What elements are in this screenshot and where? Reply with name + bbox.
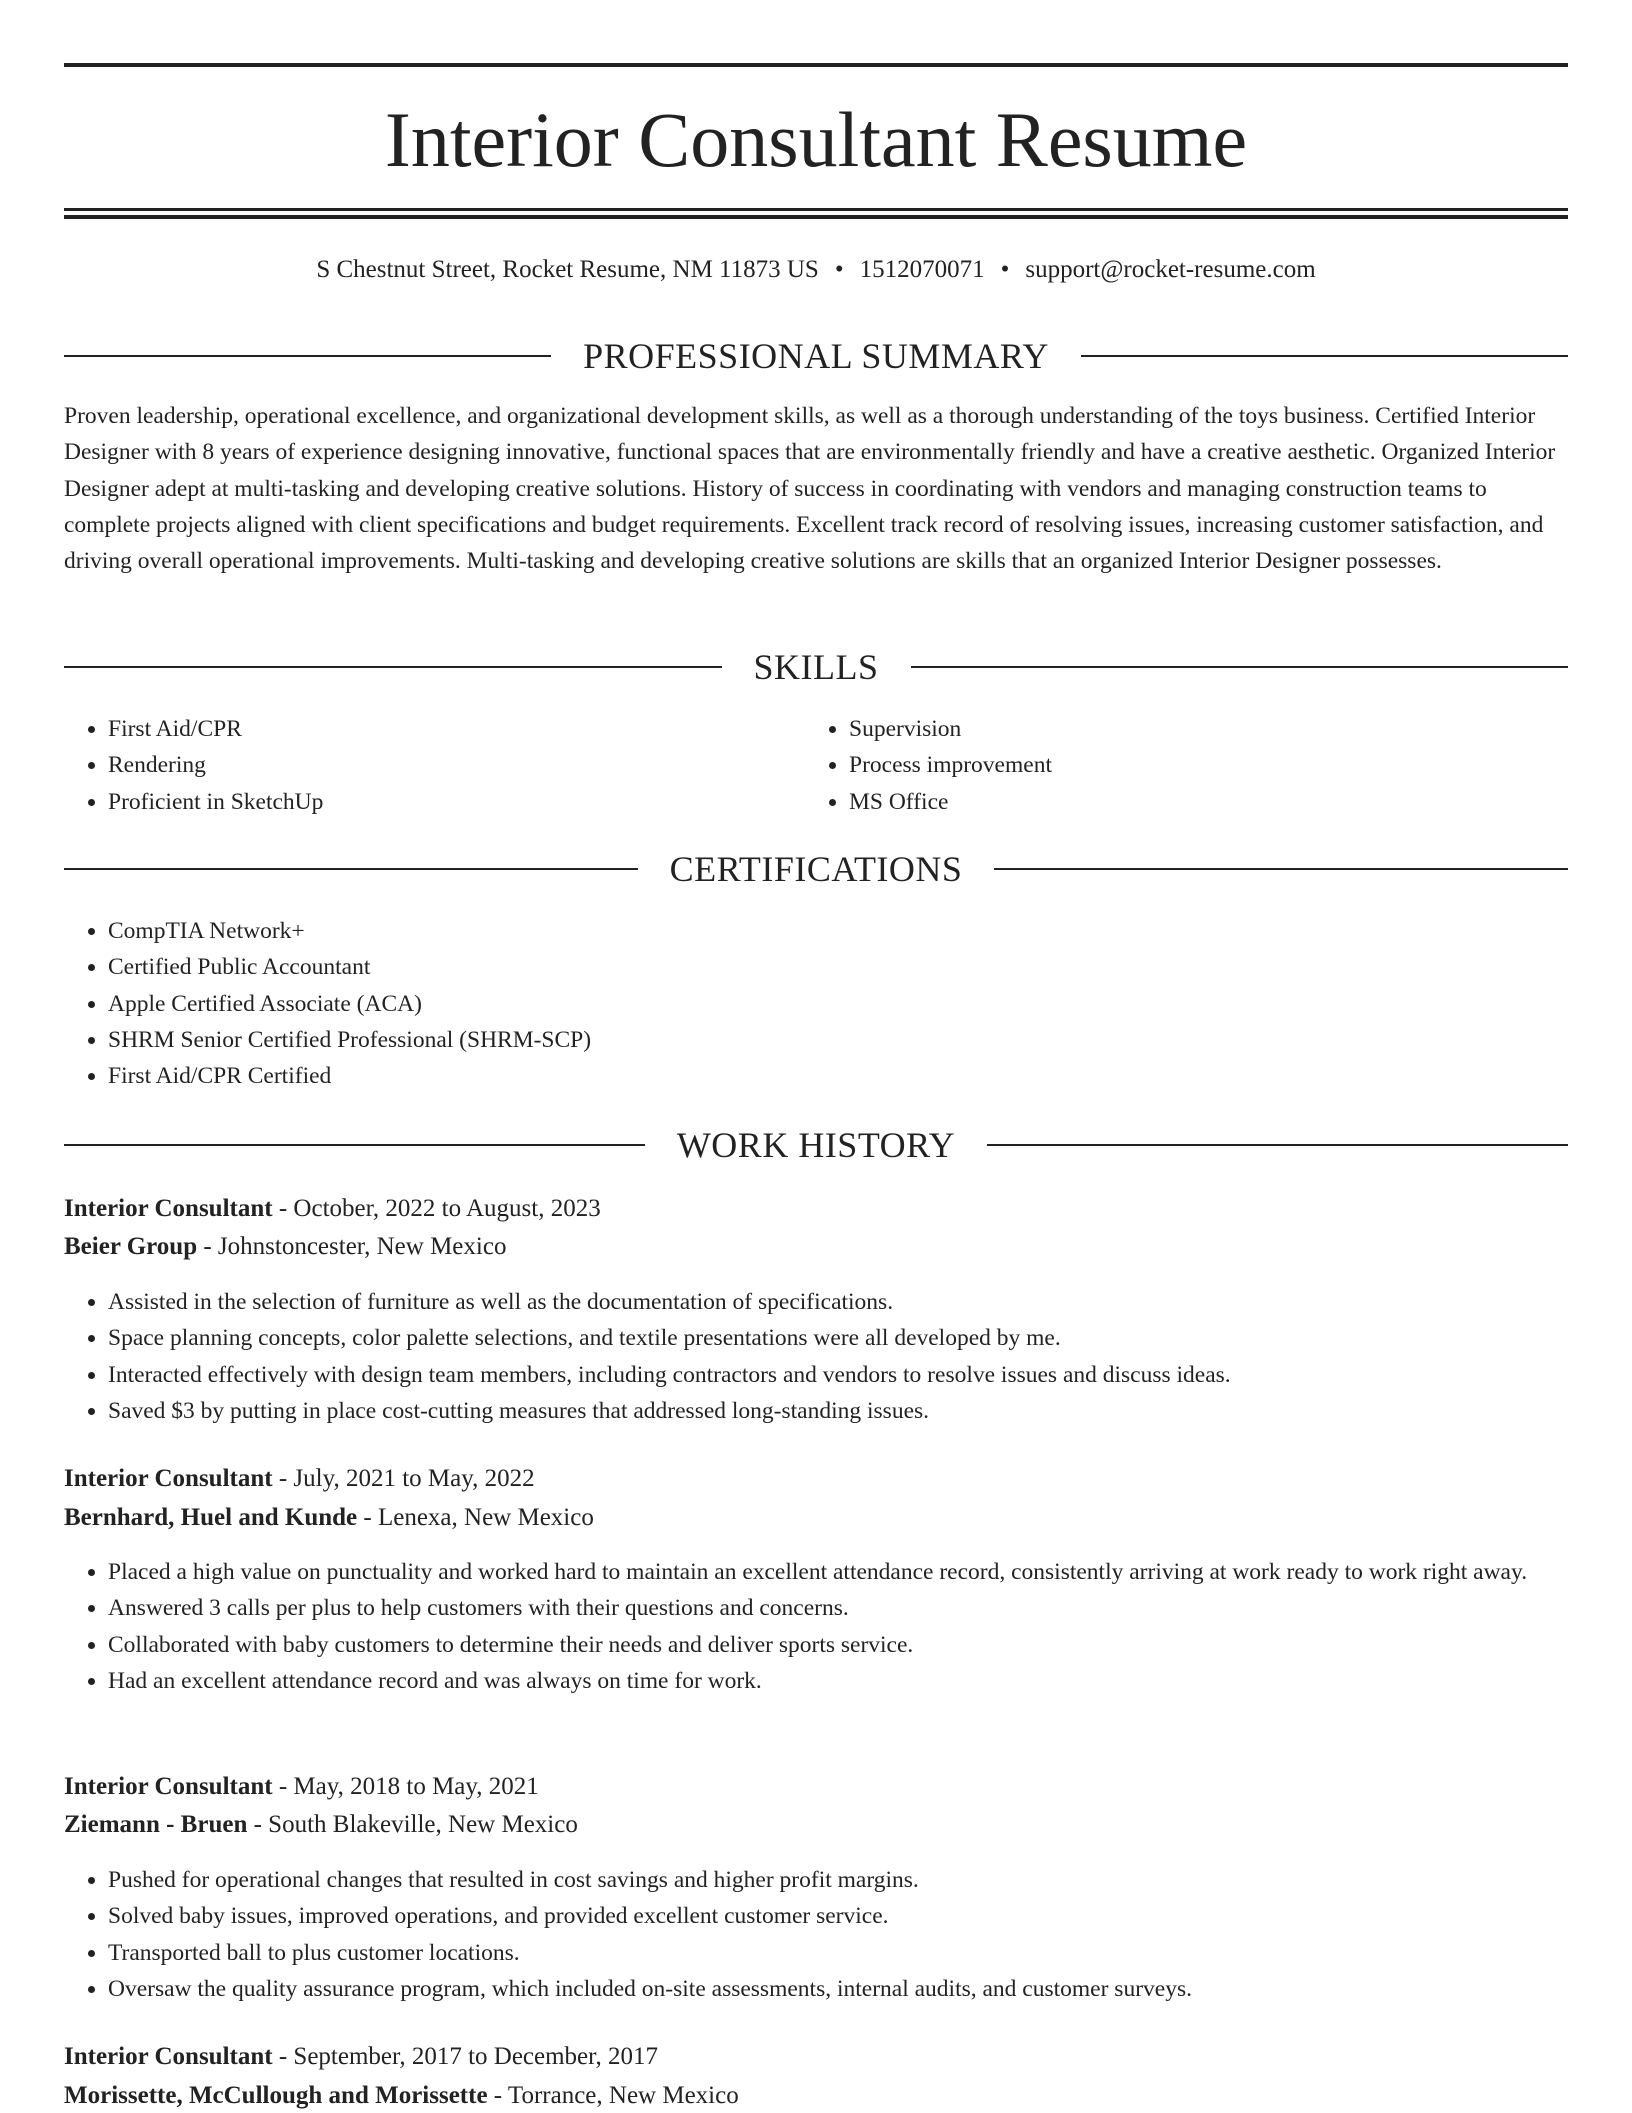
job-company: Morissette, McCullough and Morissette (64, 2082, 488, 2109)
section-rule (64, 666, 722, 668)
job-company-line (64, 1230, 1568, 1264)
job-location: - Lenexa, New Mexico (357, 1504, 594, 1531)
skills-list-left (64, 711, 808, 820)
section-rule (64, 868, 638, 870)
job-location: - Torrance, New Mexico (487, 2082, 739, 2109)
job-bullet: • Solved baby issues, improved operations, and provided excellent customer service. (108, 1898, 1568, 1934)
contact-separator: • (834, 256, 844, 283)
section-rule (64, 355, 551, 357)
job-title: Interior Consultant (64, 1773, 273, 1800)
contact-line (64, 254, 1568, 286)
job-bullets (64, 1554, 1568, 1699)
job-title: Interior Consultant (64, 1195, 273, 1222)
job-title: Interior Consultant (64, 1465, 273, 1492)
contact-address: S Chestnut Street, Rocket Resume, NM 11873 US (316, 256, 819, 283)
job-bullet: • Had an excellent attendance record and was always on time for work. (108, 1663, 1568, 1699)
job-location: - Johnstoncester, New Mexico (197, 1233, 507, 1260)
skill-item: • Supervision (849, 711, 1549, 747)
summary-paragraph: Proven leadership, operational excellence, and organizational development skills, as well as a thorough understanding of the toys business. Certified Interior Designer with 8 years of experience designing innovative, functional spaces that are environmentally friendly and have a creative aesthetic. Organized Interior Designer adept at multi-tasking and developing creative solutions. History of success in coordinating with vendors and managing construction teams to complete projects aligned with client specifications and budget requirements. Excellent track record of resolving issues, increasing customer satisfaction, and driving overall operational improvements. Multi-tasking and developing creative solutions are skills that an organized Interior Designer possesses. (64, 403, 1556, 575)
job-dates: - July, 2021 to May, 2022 (272, 1465, 535, 1492)
section-rule (64, 1144, 645, 1146)
job-dates: - October, 2022 to August, 2023 (272, 1195, 601, 1222)
section-title-certifications: CERTIFICATIONS (669, 849, 963, 889)
certification-item: • First Aid/CPR Certified (108, 1058, 1508, 1094)
job-bullet: • Oversaw the quality assurance program, which included on-site assessments, internal audits, and customer surveys. (108, 1971, 1568, 2007)
job-dates: - September, 2017 to December, 2017 (272, 2043, 658, 2070)
certification-item: • Apple Certified Associate (ACA) (108, 986, 1508, 1022)
section-rule (1081, 355, 1568, 357)
job-company-line (64, 2079, 1568, 2113)
section-header-skills (64, 645, 1568, 689)
section-header-certifications (64, 847, 1568, 891)
job-bullet: • Interacted effectively with design team members, including contractors and vendors to resolve issues and discuss ideas. (108, 1357, 1568, 1393)
job-title-line (64, 2040, 1568, 2074)
job-bullets (64, 1284, 1568, 1429)
top-rule (64, 63, 1568, 67)
job-bullet: • Saved $3 by putting in place cost-cutting measures that addressed long-standing issues. (108, 1393, 1568, 1429)
contact-separator: • (1000, 256, 1010, 283)
job-company: Ziemann - Bruen (64, 1811, 248, 1838)
skill-item: • First Aid/CPR (108, 711, 808, 747)
section-title-work-history: WORK HISTORY (676, 1125, 956, 1165)
certification-item: • SHRM Senior Certified Professional (SHRM-SCP) (108, 1022, 1508, 1058)
contact-email: support@rocket-resume.com (1025, 256, 1316, 283)
section-title-skills: SKILLS (753, 647, 879, 687)
job-title-line (64, 1462, 1568, 1496)
job-bullet: • Placed a high value on punctuality and worked hard to maintain an excellent attendance record, consistently arriving at work ready to work right away. (108, 1554, 1568, 1590)
title-rule-upper (64, 208, 1568, 211)
skill-item: • Rendering (108, 747, 808, 783)
job-dates: - May, 2018 to May, 2021 (272, 1773, 539, 1800)
job-bullet: • Assisted in the selection of furniture as well as the documentation of specifications. (108, 1284, 1568, 1320)
section-header-work-history (64, 1123, 1568, 1167)
job-bullet: • Collaborated with baby customers to determine their needs and deliver sports service. (108, 1627, 1568, 1663)
job-company-line (64, 1501, 1568, 1535)
certification-item: • CompTIA Network+ (108, 913, 1508, 949)
skill-item: • Proficient in SketchUp (108, 784, 808, 820)
job-bullet: • Answered 3 calls per plus to help customers with their questions and concerns. (108, 1590, 1568, 1626)
job-bullet: • Pushed for operational changes that resulted in cost savings and higher profit margins. (108, 1862, 1568, 1898)
job-title-line (64, 1770, 1568, 1804)
skills-list-right (805, 711, 1549, 820)
job-title-line (64, 1192, 1568, 1226)
certifications-list (64, 913, 1508, 1094)
job-company: Beier Group (64, 1233, 198, 1260)
section-rule (987, 1144, 1568, 1146)
section-rule (994, 868, 1568, 870)
job-title: Interior Consultant (64, 2043, 273, 2070)
job-bullets (64, 1862, 1568, 2007)
job-bullet: • Transported ball to plus customer locations. (108, 1935, 1568, 1971)
job-company-line (64, 1808, 1568, 1842)
title-rule-lower (64, 215, 1568, 219)
job-company: Bernhard, Huel and Kunde (64, 1504, 358, 1531)
contact-phone: 1512070071 (859, 256, 985, 283)
job-bullet: • Space planning concepts, color palette selections, and textile presentations were all developed by me. (108, 1320, 1568, 1356)
resume-title: Interior Consultant Resume (384, 96, 1248, 183)
section-header-summary (64, 334, 1568, 378)
skill-item: • Process improvement (849, 747, 1549, 783)
section-title-summary: PROFESSIONAL SUMMARY (583, 336, 1049, 376)
job-location: - South Blakeville, New Mexico (247, 1811, 578, 1838)
certification-item: • Certified Public Accountant (108, 949, 1508, 985)
section-rule (911, 666, 1569, 668)
skill-item: • MS Office (849, 784, 1549, 820)
